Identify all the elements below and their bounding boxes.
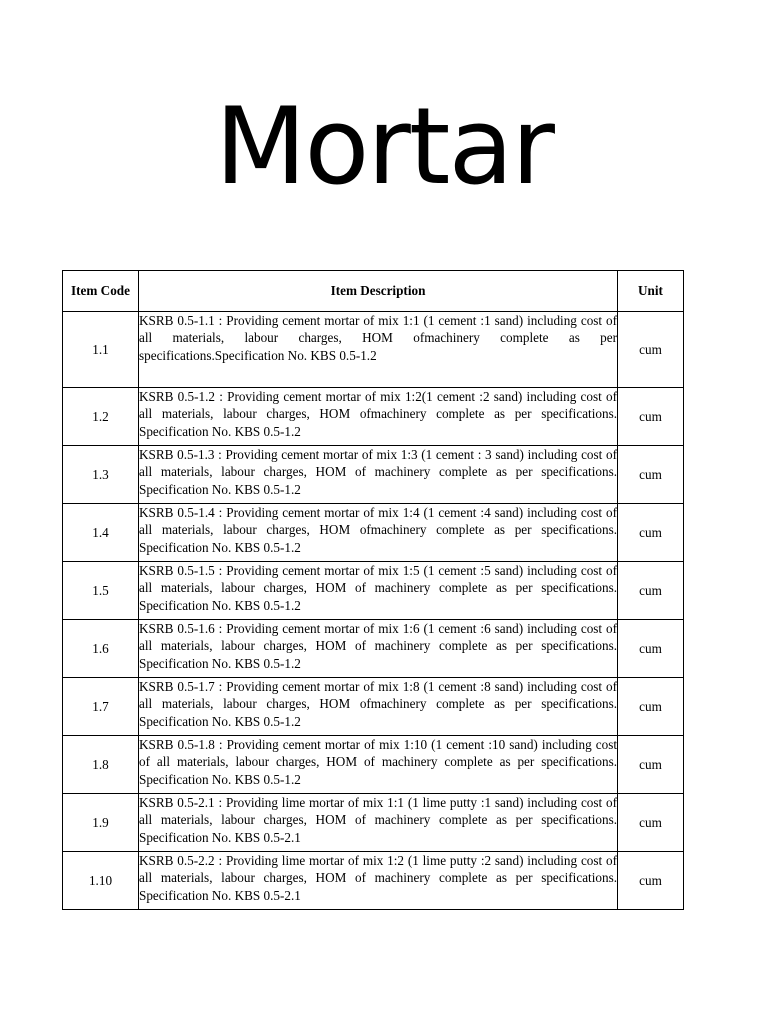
header-unit: Unit: [618, 271, 684, 312]
item-code: 1.6: [63, 620, 139, 678]
item-code: 1.8: [63, 736, 139, 794]
item-code: 1.9: [63, 794, 139, 852]
item-unit: cum: [618, 678, 684, 736]
item-description: KSRB 0.5-1.1 : Providing cement mortar of mix 1:1 (1 cement :1 sand) including cost of all materials, labour charges, HOM ofmachinery complete as per specifications.Specification No. KBS 0.5-1.2: [139, 312, 618, 388]
item-unit: cum: [618, 504, 684, 562]
table-row: [63, 504, 684, 562]
item-code: 1.7: [63, 678, 139, 736]
table-row: [63, 620, 684, 678]
table-row: [63, 852, 684, 910]
table-header-row: [63, 271, 684, 312]
item-description: KSRB 0.5-1.5 : Providing cement mortar of mix 1:5 (1 cement :5 sand) including cost of all materials, labour charges, HOM of machinery complete as per specifications. Specification No. KBS 0.5-1.2: [139, 562, 618, 620]
header-item-description: Item Description: [139, 271, 618, 312]
item-code: 1.2: [63, 388, 139, 446]
table-row: [63, 562, 684, 620]
item-description: KSRB 0.5-1.6 : Providing cement mortar of mix 1:6 (1 cement :6 sand) including cost of all materials, labour charges, HOM of machinery complete as per specifications. Specification No. KBS 0.5-1.2: [139, 620, 618, 678]
table-row: [63, 678, 684, 736]
page-title: Mortar: [215, 85, 553, 208]
table-row: [63, 794, 684, 852]
table-row: [63, 446, 684, 504]
item-unit: cum: [618, 736, 684, 794]
item-unit: cum: [618, 446, 684, 504]
item-unit: cum: [618, 312, 684, 388]
item-unit: cum: [618, 794, 684, 852]
item-code: 1.1: [63, 312, 139, 388]
item-code: 1.10: [63, 852, 139, 910]
item-code: 1.3: [63, 446, 139, 504]
item-description: KSRB 0.5-1.4 : Providing cement mortar of mix 1:4 (1 cement :4 sand) including cost of all materials, labour charges, HOM ofmachinery complete as per specifications. Specification No. KBS 0.5-1.2: [139, 504, 618, 562]
item-description: KSRB 0.5-1.2 : Providing cement mortar of mix 1:2(1 cement :2 sand) including cost of all materials, labour charges, HOM ofmachinery complete as per specifications. Specification No. KBS 0.5-1.2: [139, 388, 618, 446]
item-description: KSRB 0.5-1.3 : Providing cement mortar of mix 1:3 (1 cement : 3 sand) including cost of all materials, labour charges, HOM of machinery complete as per specifications. Specification No. KBS 0.5-1.2: [139, 446, 618, 504]
header-item-code: Item Code: [63, 271, 139, 312]
item-code: 1.5: [63, 562, 139, 620]
item-unit: cum: [618, 852, 684, 910]
item-description: KSRB 0.5-1.8 : Providing cement mortar of mix 1:10 (1 cement :10 sand) including cost of all materials, labour charges, HOM of machinery complete as per specifications. Specification No. KBS 0.5-1.2: [139, 736, 618, 794]
items-table: [62, 270, 684, 910]
item-code: 1.4: [63, 504, 139, 562]
item-description: KSRB 0.5-2.2 : Providing lime mortar of mix 1:2 (1 lime putty :2 sand) including cost of all materials, labour charges, HOM of machinery complete as per specifications. Specification No. KBS 0.5-2.1: [139, 852, 618, 910]
item-description: KSRB 0.5-1.7 : Providing cement mortar of mix 1:8 (1 cement :8 sand) including cost of all materials, labour charges, HOM ofmachinery complete as per specifications. Specification No. KBS 0.5-1.2: [139, 678, 618, 736]
item-unit: cum: [618, 620, 684, 678]
table-row: [63, 388, 684, 446]
table-row: [63, 736, 684, 794]
item-description: KSRB 0.5-2.1 : Providing lime mortar of mix 1:1 (1 lime putty :1 sand) including cost of all materials, labour charges, HOM of machinery complete as per specifications. Specification No. KBS 0.5-2.1: [139, 794, 618, 852]
item-unit: cum: [618, 562, 684, 620]
table-row: [63, 312, 684, 388]
item-unit: cum: [618, 388, 684, 446]
